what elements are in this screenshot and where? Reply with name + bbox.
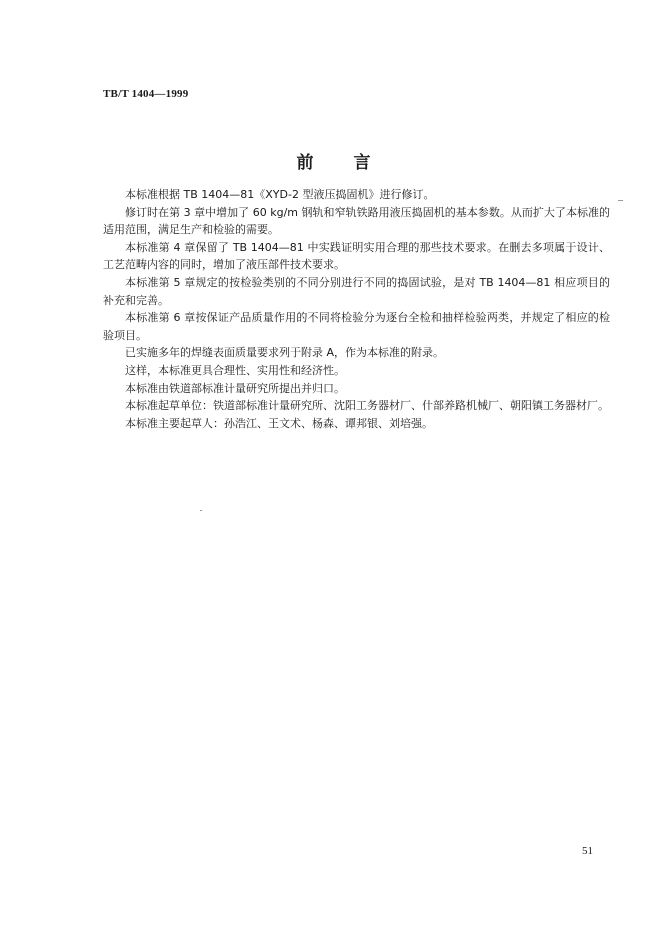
paragraph-1: 本标准根据 TB 1404—81《XYD-2 型液压捣固机》进行修订。 <box>125 188 435 201</box>
title-char-2: 言 <box>353 153 371 173</box>
paragraph-8: 本标准由铁道部标准计量研究所提出并归口。 <box>125 381 345 395</box>
scan-speck <box>618 200 623 201</box>
paragraph-9: 本标准起草单位：铁道部标准计量研究所、沈阳工务器材厂、什部养路机械厂、朝阳镇工务器材厂。 <box>125 399 609 413</box>
paragraph-10: 本标准主要起草人：孙浩江、王文术、杨森、谭邦银、刘培强。 <box>125 416 433 430</box>
title-char-1: 前 <box>296 153 314 173</box>
paragraph-7: 这样，本标准更具合理性、实用性和经济性。 <box>125 363 345 377</box>
paragraph-4: 本标准第 5 章规定的按检验类别的不同分别进行不同的捣固试验，是对 TB 1404—81 相应项目的补充和完善。 <box>103 275 610 307</box>
page-number: 51 <box>582 845 593 857</box>
paragraph-3: 本标准第 4 章保留了 TB 1404—81 中实践证明实用合理的那些技术要求。在删去多项属于设计、工艺范畴内容的同时，增加了液压部件技术要求。 <box>103 240 610 272</box>
paragraph-2: 修订时在第 3 章中增加了 60 kg/m 钢轨和窄轨铁路用液压捣固机的基本参数。从而扩大了本标准的适用范围，满足生产和检验的需要。 <box>103 205 610 237</box>
preface-body <box>103 186 610 432</box>
paragraph-5: 本标准第 6 章按保证产品质量作用的不同将检验分为逐台全检和抽样检验两类，并规定了相应的检验项目。 <box>103 311 610 342</box>
scan-speck <box>200 510 202 511</box>
paragraph-6: 已实施多年的焊缝表面质量要求列于附录 A，作为本标准的附录。 <box>125 346 445 360</box>
standard-number: TB/T 1404—1999 <box>103 88 189 100</box>
page-title <box>0 148 667 173</box>
